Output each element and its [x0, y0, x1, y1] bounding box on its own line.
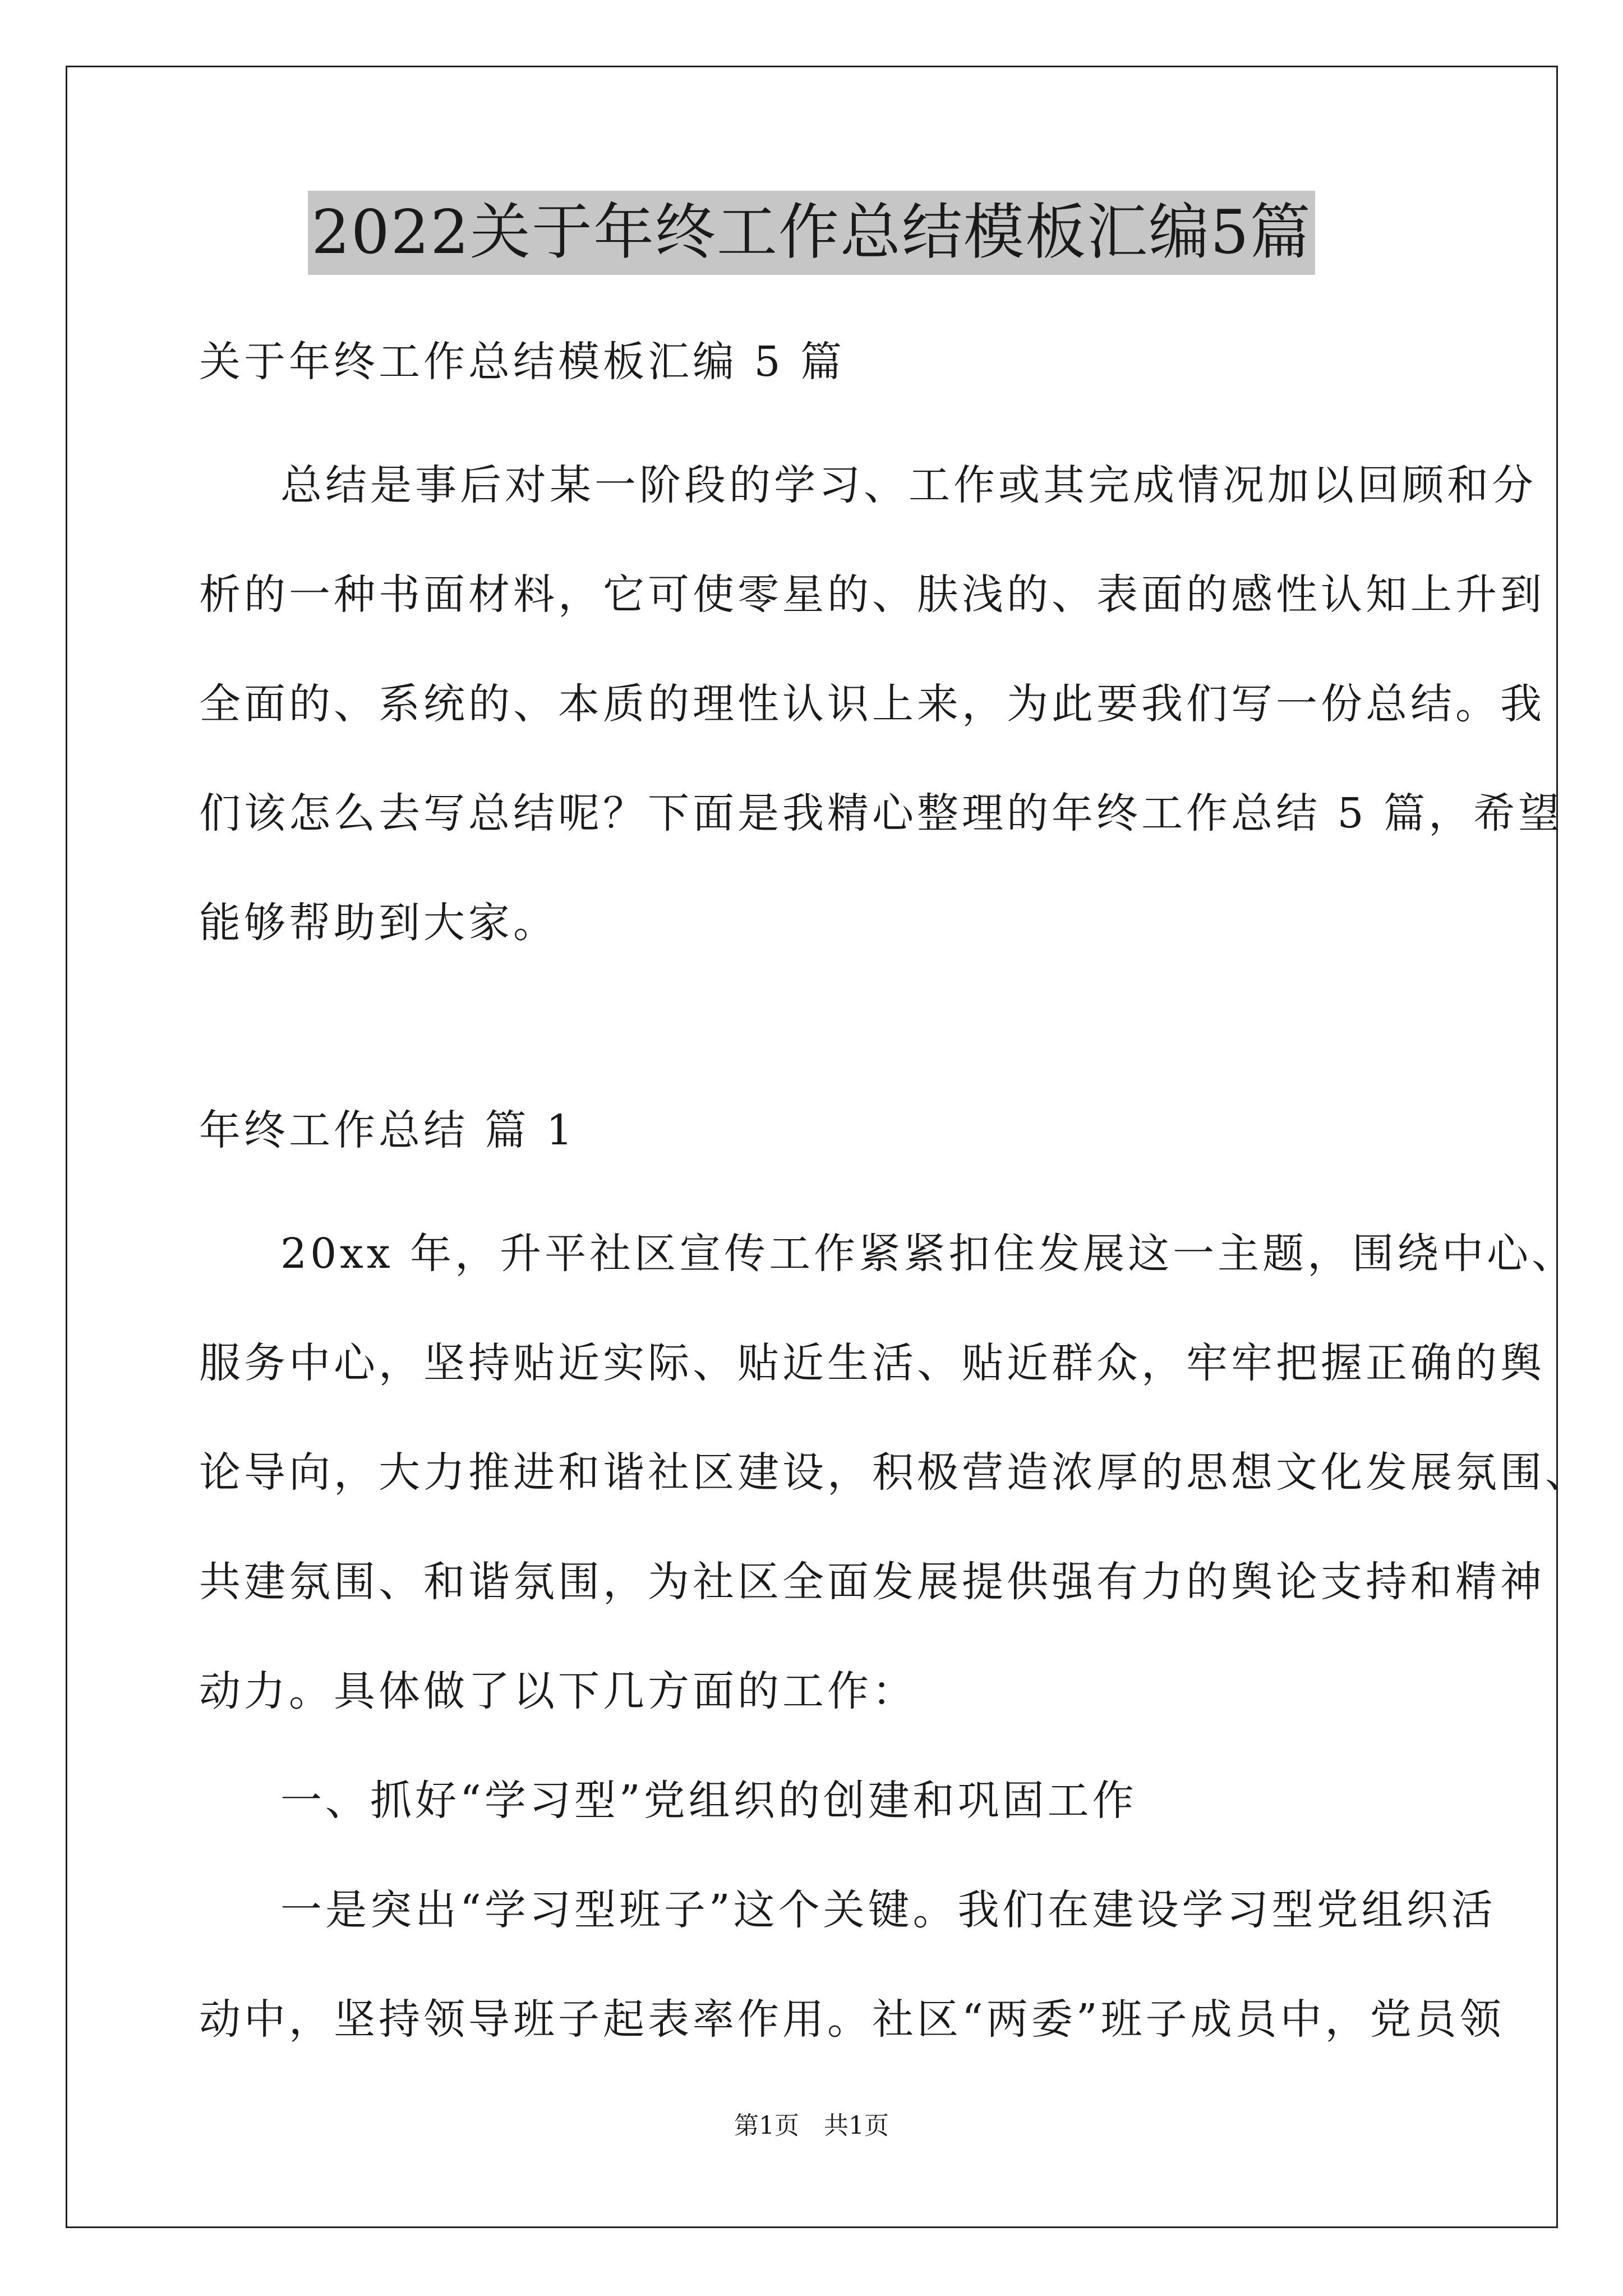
body-line: 能够帮助到大家。: [199, 899, 558, 947]
page-total: 共1页: [824, 2111, 889, 2140]
body-line: 动中，坚持领导班子起表率作用。社区“两委”班子成员中，党员领: [199, 1995, 1505, 2044]
document-title: [0, 191, 1623, 275]
document-title-text: 2022关于年终工作总结模板汇编5篇: [308, 191, 1315, 275]
body-line: 共建氛围、和谐氛围，为社区全面发展提供强有力的舆论支持和精神: [199, 1558, 1545, 1606]
section-heading: 年终工作总结 篇 1: [199, 1106, 577, 1154]
body-line: 析的一种书面材料，它可使零星的、肤浅的、表面的感性认知上升到: [199, 570, 1545, 619]
body-line: 全面的、系统的、本质的理性认识上来，为此要我们写一份总结。我: [199, 680, 1545, 728]
subheading-line: 一、抓好“学习型”党组织的创建和巩固工作: [280, 1777, 1137, 1825]
body-line: 们该怎么去写总结呢？下面是我精心整理的年终工作总结 5 篇，希望: [199, 789, 1564, 838]
body-line: 论导向，大力推进和谐社区建设，积极营造浓厚的思想文化发展氛围、: [199, 1448, 1590, 1497]
page-footer: [0, 2109, 1623, 2143]
body-line: 总结是事后对某一阶段的学习、工作或其完成情况加以回顾和分: [280, 461, 1537, 509]
body-line: 20xx 年，升平社区宣传工作紧紧扣住发展这一主题，围绕中心、: [280, 1230, 1577, 1278]
subtitle-line: 关于年终工作总结模板汇编 5 篇: [199, 338, 846, 386]
page-number: 第1页: [734, 2111, 799, 2140]
body-line: 服务中心，坚持贴近实际、贴近生活、贴近群众，牢牢把握正确的舆: [199, 1339, 1545, 1387]
body-line: 动力。具体做了以下几方面的工作：: [199, 1667, 917, 1715]
body-line: 一是突出“学习型班子”这个关键。我们在建设学习型党组织活: [280, 1886, 1496, 1934]
